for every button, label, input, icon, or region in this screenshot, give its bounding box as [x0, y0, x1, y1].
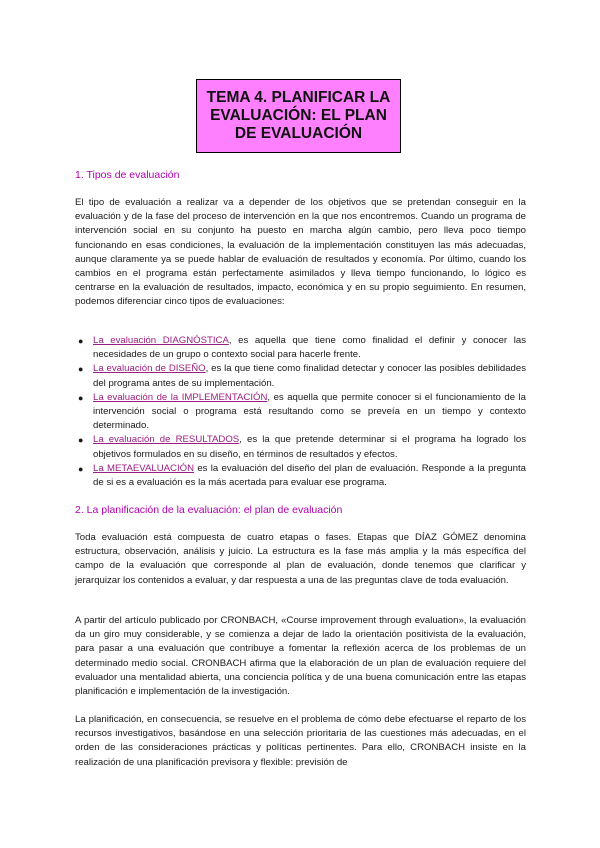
list-item: [75, 334, 526, 362]
list-item-text: , es aquella que permite conocer si el funcionamiento de la intervención social o programa está resultando como se preveía en un tiempo y contexto determinado.: [93, 391, 527, 432]
list-item-text: , es la que pretende determinar si el programa ha logrado los objetivos formulados en su diseño, en términos de resultados y efectos.: [93, 434, 527, 460]
bullet-icon: ●: [78, 435, 84, 446]
list-item: [75, 462, 526, 490]
bullet-icon: ●: [78, 463, 84, 474]
bullet-icon: ●: [78, 364, 84, 375]
list-item: [75, 391, 526, 434]
link-resultados[interactable]: La evaluación de RESULTADOS: [93, 434, 240, 446]
section-1-heading: 1. Tipos de evaluación: [75, 169, 180, 181]
list-item-text: es la evaluación del diseño del plan de evaluación. Responde a la pregunta de si es a evaluación es la más acertada para evaluar ese programa.: [93, 462, 527, 489]
section-1-intro: El tipo de evaluación a realizar va a depender de los objetivos que se pretendan conseguir en la evaluación y de la fase del proceso de intervención en la que nos encontremos. Cuando un programa de intervención social en su conjunto ha puesto en marcha algún cambio, pero lleva poco tiempo funcionando en esas condiciones, la evaluación de la implementación constituyen las más adecuadas, aunque claramente ya se puede hablar de evaluación de resultados y economía. Por último, cuando los cambios en el programa están perfectamente asimilados y lleva tiempo funcionando, lo lógico es centrarse en la evaluación de resultados, impacto, económica y en su propio seguimiento. En resumen, podemos diferenciar cinco tipos de evaluaciones:: [75, 197, 526, 308]
bullet-icon: ●: [78, 336, 84, 346]
link-diseno[interactable]: La evaluación de DISEÑO: [93, 363, 206, 375]
section-2-paragraph-1: Toda evaluación está compuesta de cuatro etapas o fases. Etapas que DÍAZ GÓMEZ denomina estructura, observación, análisis y juicio. La estructura es la fase más amplia y la más específica del campo de la evaluación que corresponde al plan de evaluación, donde tenemos que clarificar y jerarquizar los contenidos a evaluar, y dar respuesta a una de las preguntas clave de toda evaluación.: [75, 532, 526, 586]
list-item-text: , es la que tiene como finalidad detectar y conocer las posibles debilidades del programa antes de su implementación.: [93, 363, 526, 389]
section-2-paragraph-2: A partir del artículo publicado por CRONBACH, «Course improvement through evaluation», la evaluación da un giro muy considerable, y se comienza a dejar de lado la orientación positivista de la evaluación, para pasar a una evaluación que contribuye a fomentar la reflexión acerca de los problemas de un determinado medio social. CRONBACH afirma que la elaboración de un plan de evaluación requiere del evaluador una mentalidad abierta, una conciencia política y de una buena comunicación entre las etapas planificación e implementación de la investigación.: [75, 615, 526, 698]
bullet-icon: ●: [78, 392, 84, 403]
title-box: [196, 79, 401, 153]
section-2-paragraph-3: La planificación, en consecuencia, se resuelve en el problema de cómo debe efectuarse el reparto de los recursos investigativos, basándose en una selección prioritaria de las cuestiones más adecuadas, en el orden de las consideraciones prácticas y políticas pertinentes. Para ello, CRONBACH insiste en la realización de una planificación previsora y flexible: previsión de: [75, 714, 526, 768]
link-metaevaluacion[interactable]: La METAEVALUACIÓN: [93, 462, 195, 474]
title-line-2: EVALUACIÓN: EL PLAN: [210, 107, 387, 124]
link-implementacion[interactable]: La evaluación de la IMPLEMENTACIÓN: [93, 391, 268, 403]
section-2-heading: 2. La planificación de la evaluación: el plan de evaluación: [75, 504, 343, 516]
list-item-text: , es aquella que tiene como finalidad el definir y conocer las necesidades de un grupo o contexto social para hacerle frente.: [93, 335, 526, 361]
list-item: [75, 433, 526, 461]
evaluation-types-list: [75, 334, 526, 490]
title-line-3: DE EVALUACIÓN: [234, 125, 363, 142]
link-diagnostica[interactable]: La evaluación DIAGNÓSTICA: [93, 335, 229, 346]
list-item: [75, 362, 526, 390]
title-line-1: TEMA 4. PLANIFICAR LA: [206, 89, 391, 106]
